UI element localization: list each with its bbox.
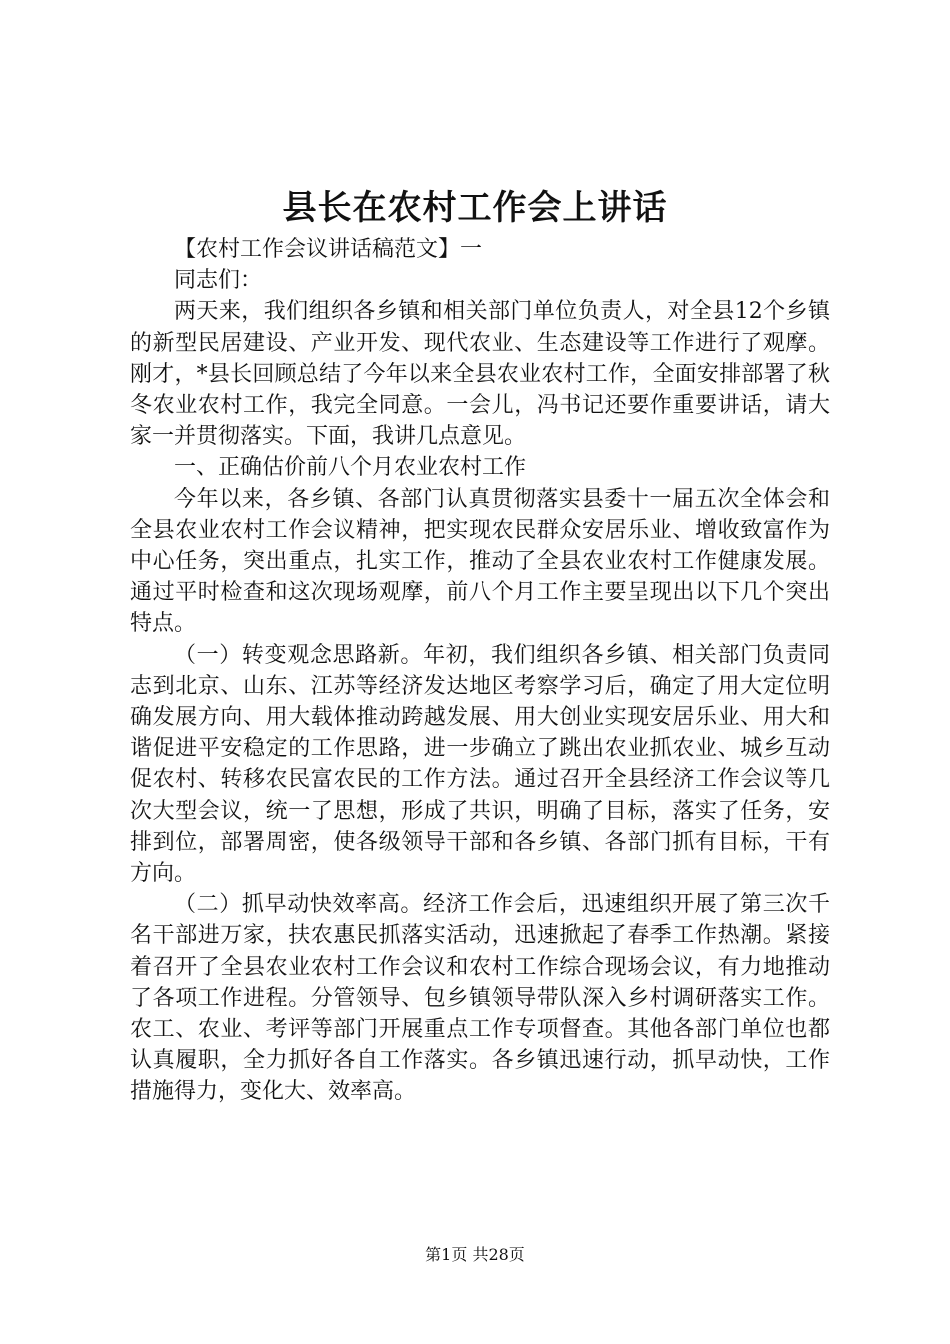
paragraph-subtitle: 【农村工作会议讲话稿范文】一 — [174, 237, 483, 262]
section-heading-1: 一、正确估价前八个月农业农村工作 — [174, 455, 527, 481]
paragraph-section-1: 今年以来，各乡镇、各部门认真贯彻落实县委十一届五次全体会和全县农业农村工作会议精神，把实现农民群众安居乐业、增收致富作为中心任务，突出重点，扎实工作，推动了全县农业农村工作健康发展。通过平时检查和这次现场观摩，前八个月工作主要呈现出以下几个突出特点。 — [130, 486, 830, 637]
page-number-footer: 第1页 共28页 — [425, 1245, 525, 1264]
document-body — [130, 234, 830, 1108]
paragraph-intro: 两天来，我们组织各乡镇和相关部门单位负责人，对全县12个乡镇的新型民居建设、产业开发、现代农业、生态建设等工作进行了观摩。刚才，*县长回顾总结了今年以来全县农业农村工作，全面安排部署了秋冬农业农村工作，我完全同意。一会儿，冯书记还要作重要讲话，请大家一并贯彻落实。下面，我讲几点意见。 — [130, 299, 830, 450]
paragraph-point-2: （二）抓早动快效率高。经济工作会后，迅速组织开展了第三次千名干部进万家，扶农惠民抓落实活动，迅速掀起了春季工作热潮。紧接着召开了全县农业农村工作会议和农村工作综合现场会议，有力地推动了各项工作进程。分管领导、包乡镇领导带队深入乡村调研落实工作。农工、农业、考评等部门开展重点工作专项督查。其他各部门单位也都认真履职，全力抓好各自工作落实。各乡镇迅速行动，抓早动快，工作措施得力，变化大、效率高。 — [130, 892, 830, 1105]
document-title: 县长在农村工作会上讲话 — [282, 188, 668, 228]
paragraph-salutation: 同志们： — [174, 268, 263, 294]
paragraph-point-1: （一）转变观念思路新。年初，我们组织各乡镇、相关部门负责同志到北京、山东、江苏等经济发达地区考察学习后，确定了用大定位明确发展方向、用大载体推动跨越发展、用大创业实现安居乐业、用大和谐促进平安稳定的工作思路，进一步确立了跳出农业抓农业、城乡互动促农村、转移农民富农民的工作方法。通过召开全县经济工作会议等几次大型会议，统一了思想，形成了共识，明确了目标，落实了任务，安排到位，部署周密，使各级领导干部和各乡镇、各部门抓有目标，干有方向。 — [130, 642, 830, 887]
